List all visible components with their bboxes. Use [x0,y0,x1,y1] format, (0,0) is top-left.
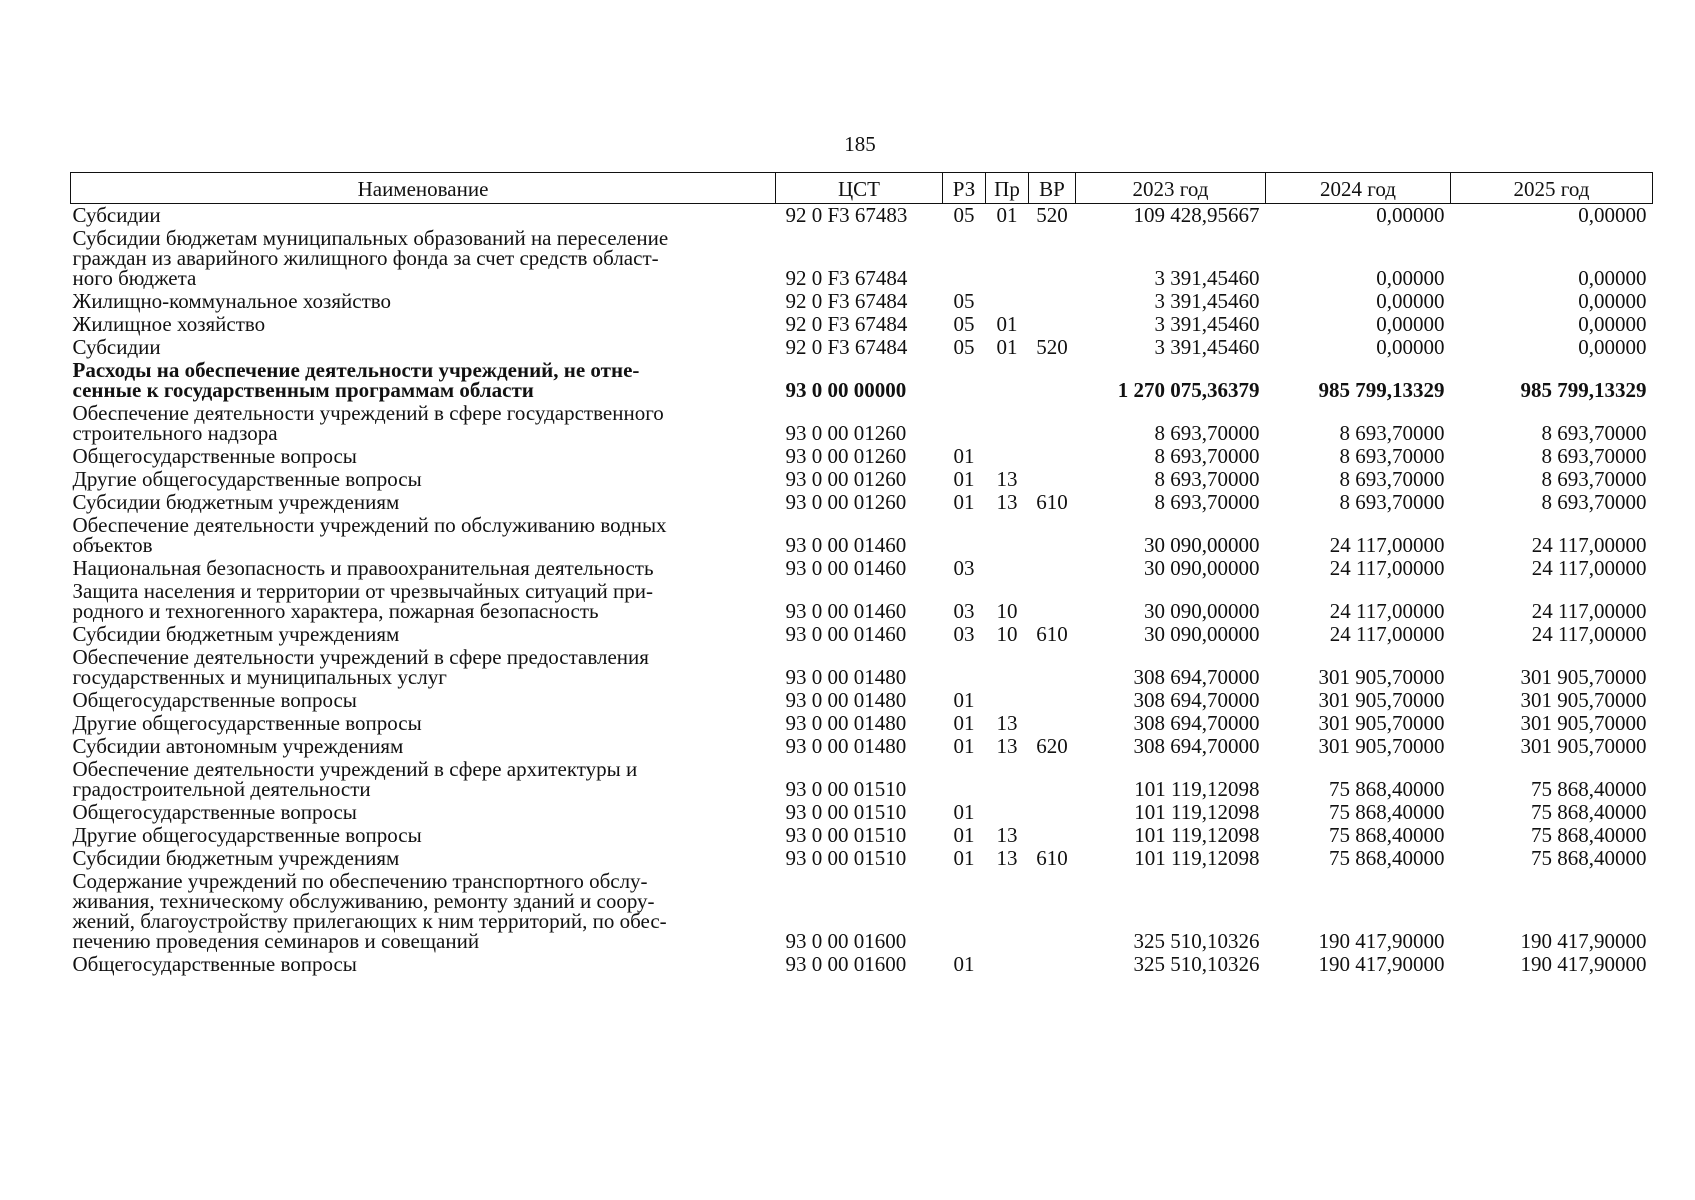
row-amount-2023: 30 090,00000 [1144,533,1260,557]
page-number: 185 [844,132,876,156]
row-vr: 610 [1036,846,1068,870]
row-name [71,445,776,468]
row-vr [1029,953,1076,976]
row-pr: 13 [996,734,1018,758]
row-name-line: Субсидии бюджетам муниципальных образований на переселение [72,226,669,250]
row-name-line: Обеспечение деятельности учреждений в сфере архитектуры и [72,757,638,781]
table-row [71,491,1653,514]
row-name-line: Общегосударственные вопросы [72,688,357,712]
row-rz [943,514,986,557]
row-name-line: Содержание учреждений по обеспечению транспортного обслу- [72,869,648,893]
row-cst: 93 0 00 01510 [785,846,907,870]
row-cst: 93 0 00 01600 [785,952,907,976]
row-rz: 05 [953,203,975,227]
row-name [71,735,776,758]
row-amount-2023: 101 119,12098 [1134,846,1260,870]
table-header [71,173,1653,204]
row-amount-2024: 0,00000 [1376,203,1445,227]
row-amount-2023: 325 510,10326 [1133,929,1260,953]
table-row [71,557,1653,580]
row-amount-2023: 30 090,00000 [1144,556,1260,580]
row-pr [986,953,1029,976]
row-pr: 01 [996,312,1018,336]
row-cst: 93 0 00 01460 [785,599,907,623]
row-amount-2024: 8 693,70000 [1339,467,1445,491]
row-amount-2024: 301 905,70000 [1318,711,1445,735]
row-vr [1029,557,1076,580]
row-pr [986,870,1029,953]
table-row [71,580,1653,623]
row-amount-2025: 301 905,70000 [1520,711,1647,735]
row-name-line: Жилищно-коммунальное хозяйство [72,289,392,313]
row-name [71,801,776,824]
row-vr [1029,514,1076,557]
table-row [71,359,1653,402]
row-name-line: жений, благоустройству прилегающих к ним территорий, по обес- [72,909,667,933]
table-row [71,824,1653,847]
row-name-line: печению проведения семинаров и совещаний [72,929,480,953]
row-rz: 03 [953,622,975,646]
table-row [71,735,1653,758]
row-rz: 01 [953,444,975,468]
row-name-line: Обеспечение деятельности учреждений по обслуживанию водных [72,513,667,537]
row-name [71,290,776,313]
row-rz [943,758,986,801]
row-name-line: Субсидии [72,335,161,359]
row-amount-2025: 24 117,00000 [1531,533,1647,557]
table-row [71,468,1653,491]
row-pr: 13 [996,846,1018,870]
row-name-line: Обеспечение деятельности учреждений в сфере государственного [72,401,664,425]
row-vr: 520 [1036,335,1068,359]
row-name [71,580,776,623]
table-row [71,204,1653,228]
row-vr [1029,227,1076,290]
row-rz [943,402,986,445]
row-pr: 01 [996,335,1018,359]
row-cst: 93 0 00 01480 [785,711,907,735]
row-amount-2025: 8 693,70000 [1541,421,1647,445]
table-row [71,227,1653,290]
row-name-line: Защита населения и территории от чрезвычайных ситуаций при- [72,579,654,603]
row-amount-2024: 24 117,00000 [1329,533,1445,557]
row-rz: 01 [953,952,975,976]
row-vr [1029,758,1076,801]
row-name [71,870,776,953]
row-pr: 10 [996,622,1018,646]
row-name-line: строительного надзора [72,421,278,445]
row-amount-2024: 301 905,70000 [1318,688,1445,712]
row-amount-2023: 3 391,45460 [1154,289,1260,313]
row-name-line: государственных и муниципальных услуг [72,665,447,689]
row-amount-2025: 24 117,00000 [1531,599,1647,623]
row-amount-2024: 301 905,70000 [1318,665,1445,689]
row-amount-2025: 0,00000 [1578,335,1647,359]
row-amount-2025: 301 905,70000 [1520,734,1647,758]
row-vr [1029,646,1076,689]
row-amount-2025: 0,00000 [1578,312,1647,336]
row-vr: 610 [1036,622,1068,646]
row-name-line: Другие общегосударственные вопросы [72,823,422,847]
row-amount-2024: 24 117,00000 [1329,599,1445,623]
row-rz: 01 [953,734,975,758]
row-name [71,514,776,557]
row-name [71,313,776,336]
row-cst: 93 0 00 01460 [785,622,907,646]
row-rz: 05 [953,312,975,336]
row-amount-2025: 75 868,40000 [1531,777,1647,801]
row-rz [943,227,986,290]
row-cst: 93 0 00 01510 [785,823,907,847]
row-amount-2024: 75 868,40000 [1329,846,1445,870]
header-pr: Пр [986,173,1029,204]
row-pr [986,557,1029,580]
row-pr [986,290,1029,313]
row-vr: 610 [1036,490,1068,514]
row-name-line: Субсидии бюджетным учреждениям [72,622,400,646]
row-amount-2024: 75 868,40000 [1329,823,1445,847]
row-amount-2025: 8 693,70000 [1541,490,1647,514]
row-vr [1029,689,1076,712]
row-name-line: Национальная безопасность и правоохранительная деятельность [72,556,654,580]
row-name [71,491,776,514]
row-name-line: Другие общегосударственные вопросы [72,711,422,735]
row-name-line: Субсидии [72,203,161,227]
row-name-line: градостроительной деятельности [72,777,371,801]
row-vr [1029,801,1076,824]
table-row [71,758,1653,801]
row-cst: 92 0 F3 67484 [785,266,908,290]
row-cst: 93 0 00 01510 [785,800,907,824]
row-amount-2023: 308 694,70000 [1133,711,1260,735]
row-name-line: Общегосударственные вопросы [72,800,357,824]
row-rz: 01 [953,800,975,824]
header-2025: 2025 год [1451,173,1653,204]
row-name [71,468,776,491]
row-name [71,336,776,359]
row-name-line: Обеспечение деятельности учреждений в сфере предоставления [72,645,649,669]
row-name-line: Расходы на обеспечение деятельности учреждений, не отне- [72,358,640,382]
row-name [71,712,776,735]
row-cst: 93 0 00 01460 [785,533,907,557]
row-amount-2024: 8 693,70000 [1339,490,1445,514]
row-name-line: Общегосударственные вопросы [72,952,357,976]
row-name [71,623,776,646]
row-name-line: Субсидии автономным учреждениям [72,734,404,758]
row-amount-2023: 308 694,70000 [1133,734,1260,758]
row-rz: 01 [953,711,975,735]
header-rz: РЗ [943,173,986,204]
header-2023: 2023 год [1076,173,1266,204]
row-pr [986,359,1029,402]
row-amount-2023: 1 270 075,36379 [1117,378,1260,402]
table-row [71,514,1653,557]
row-cst: 93 0 00 01260 [785,490,907,514]
row-name [71,646,776,689]
row-cst: 92 0 F3 67483 [785,203,908,227]
table-row [71,870,1653,953]
row-amount-2025: 24 117,00000 [1531,622,1647,646]
row-name [71,758,776,801]
row-pr [986,646,1029,689]
row-amount-2023: 3 391,45460 [1154,266,1260,290]
row-name-line: объектов [72,533,153,557]
row-amount-2023: 8 693,70000 [1154,490,1260,514]
row-amount-2023: 3 391,45460 [1154,335,1260,359]
row-vr: 620 [1036,734,1068,758]
row-name-line: Жилищное хозяйство [72,312,266,336]
header-name: Наименование [71,173,776,204]
row-vr [1029,445,1076,468]
row-cst: 93 0 00 01260 [785,467,907,491]
row-amount-2024: 0,00000 [1376,289,1445,313]
header-2024: 2024 год [1266,173,1451,204]
row-amount-2023: 30 090,00000 [1144,599,1260,623]
row-amount-2025: 301 905,70000 [1520,665,1647,689]
row-pr [986,758,1029,801]
table-row [71,953,1653,976]
row-name [71,204,776,228]
row-amount-2023: 8 693,70000 [1154,467,1260,491]
row-cst: 93 0 00 00000 [785,378,907,402]
row-rz: 01 [953,823,975,847]
row-amount-2023: 308 694,70000 [1133,665,1260,689]
row-cst: 93 0 00 01260 [785,444,907,468]
row-amount-2023: 101 119,12098 [1134,800,1260,824]
row-rz: 05 [953,335,975,359]
table-row [71,313,1653,336]
row-pr: 01 [996,203,1018,227]
row-vr: 520 [1036,203,1068,227]
budget-table [70,172,1653,976]
row-vr [1029,824,1076,847]
row-amount-2024: 8 693,70000 [1339,421,1445,445]
row-name [71,824,776,847]
row-vr [1029,313,1076,336]
row-amount-2025: 75 868,40000 [1531,823,1647,847]
row-cst: 93 0 00 01480 [785,734,907,758]
row-amount-2025: 75 868,40000 [1531,846,1647,870]
row-amount-2024: 985 799,13329 [1318,378,1445,402]
row-pr [986,801,1029,824]
row-name [71,557,776,580]
row-name-line: Субсидии бюджетным учреждениям [72,846,400,870]
row-cst: 93 0 00 01460 [785,556,907,580]
table-row [71,847,1653,870]
header-vr: ВР [1029,173,1076,204]
row-amount-2024: 0,00000 [1376,266,1445,290]
row-name-line: Другие общегосударственные вопросы [72,467,422,491]
row-amount-2025: 24 117,00000 [1531,556,1647,580]
table-row [71,336,1653,359]
row-amount-2024: 0,00000 [1376,312,1445,336]
row-cst: 93 0 00 01510 [785,777,907,801]
row-amount-2024: 301 905,70000 [1318,734,1445,758]
row-amount-2023: 325 510,10326 [1133,952,1260,976]
row-cst: 92 0 F3 67484 [785,289,908,313]
row-vr [1029,870,1076,953]
row-amount-2024: 75 868,40000 [1329,800,1445,824]
row-amount-2023: 308 694,70000 [1133,688,1260,712]
row-rz: 01 [953,490,975,514]
row-cst: 93 0 00 01480 [785,665,907,689]
row-vr [1029,359,1076,402]
row-name-line: граждан из аварийного жилищного фонда за счет средств област- [72,246,659,270]
row-pr [986,227,1029,290]
row-pr: 13 [996,823,1018,847]
row-amount-2025: 0,00000 [1578,203,1647,227]
row-name-line: живания, техническому обслуживанию, ремонту зданий и соору- [72,889,655,913]
row-amount-2025: 75 868,40000 [1531,800,1647,824]
row-name [71,402,776,445]
row-amount-2023: 101 119,12098 [1134,823,1260,847]
row-amount-2023: 8 693,70000 [1154,444,1260,468]
table-row [71,712,1653,735]
row-pr [986,689,1029,712]
table-row [71,290,1653,313]
table-row [71,646,1653,689]
table-body [71,204,1653,977]
row-amount-2023: 101 119,12098 [1134,777,1260,801]
row-vr [1029,580,1076,623]
row-rz [943,646,986,689]
row-amount-2023: 3 391,45460 [1154,312,1260,336]
row-amount-2024: 75 868,40000 [1329,777,1445,801]
row-rz [943,870,986,953]
row-cst: 93 0 00 01600 [785,929,907,953]
row-pr: 13 [996,490,1018,514]
row-amount-2025: 0,00000 [1578,289,1647,313]
row-name [71,359,776,402]
row-name-line: родного и техногенного характера, пожарная безопасность [72,599,599,623]
row-rz: 05 [953,289,975,313]
row-pr: 13 [996,467,1018,491]
table-row [71,445,1653,468]
row-rz: 01 [953,467,975,491]
row-amount-2024: 190 417,90000 [1318,929,1445,953]
row-vr [1029,290,1076,313]
header-row [71,173,1653,204]
row-pr: 13 [996,711,1018,735]
row-rz: 03 [953,556,975,580]
row-vr [1029,712,1076,735]
row-amount-2024: 24 117,00000 [1329,556,1445,580]
row-cst: 93 0 00 01480 [785,688,907,712]
row-rz: 01 [953,688,975,712]
row-name [71,689,776,712]
row-name-line: ного бюджета [72,266,197,290]
row-rz: 03 [953,599,975,623]
row-amount-2024: 24 117,00000 [1329,622,1445,646]
row-name [71,847,776,870]
row-amount-2025: 8 693,70000 [1541,444,1647,468]
row-amount-2024: 0,00000 [1376,335,1445,359]
table-row [71,402,1653,445]
row-rz [943,359,986,402]
row-name [71,227,776,290]
row-amount-2025: 985 799,13329 [1520,378,1647,402]
row-amount-2025: 8 693,70000 [1541,467,1647,491]
row-name-line: сенные к государственным программам области [72,378,534,402]
row-name-line: Субсидии бюджетным учреждениям [72,490,400,514]
row-vr [1029,468,1076,491]
budget-table-container [70,172,1652,976]
row-amount-2025: 0,00000 [1578,266,1647,290]
row-amount-2023: 30 090,00000 [1144,622,1260,646]
row-vr [1029,402,1076,445]
row-pr [986,514,1029,557]
row-pr: 10 [996,599,1018,623]
row-pr [986,402,1029,445]
row-amount-2023: 109 428,95667 [1133,203,1260,227]
row-amount-2024: 8 693,70000 [1339,444,1445,468]
row-amount-2023: 8 693,70000 [1154,421,1260,445]
row-cst: 92 0 F3 67484 [785,312,908,336]
table-row [71,623,1653,646]
row-amount-2025: 190 417,90000 [1520,929,1647,953]
table-row [71,801,1653,824]
row-pr [986,445,1029,468]
row-cst: 93 0 00 01260 [785,421,907,445]
row-name-line: Общегосударственные вопросы [72,444,357,468]
row-name [71,953,776,976]
table-row [71,689,1653,712]
row-cst: 92 0 F3 67484 [785,335,908,359]
row-amount-2025: 190 417,90000 [1520,952,1647,976]
row-amount-2025: 301 905,70000 [1520,688,1647,712]
row-rz: 01 [953,846,975,870]
row-amount-2024: 190 417,90000 [1318,952,1445,976]
header-cst: ЦСТ [776,173,943,204]
